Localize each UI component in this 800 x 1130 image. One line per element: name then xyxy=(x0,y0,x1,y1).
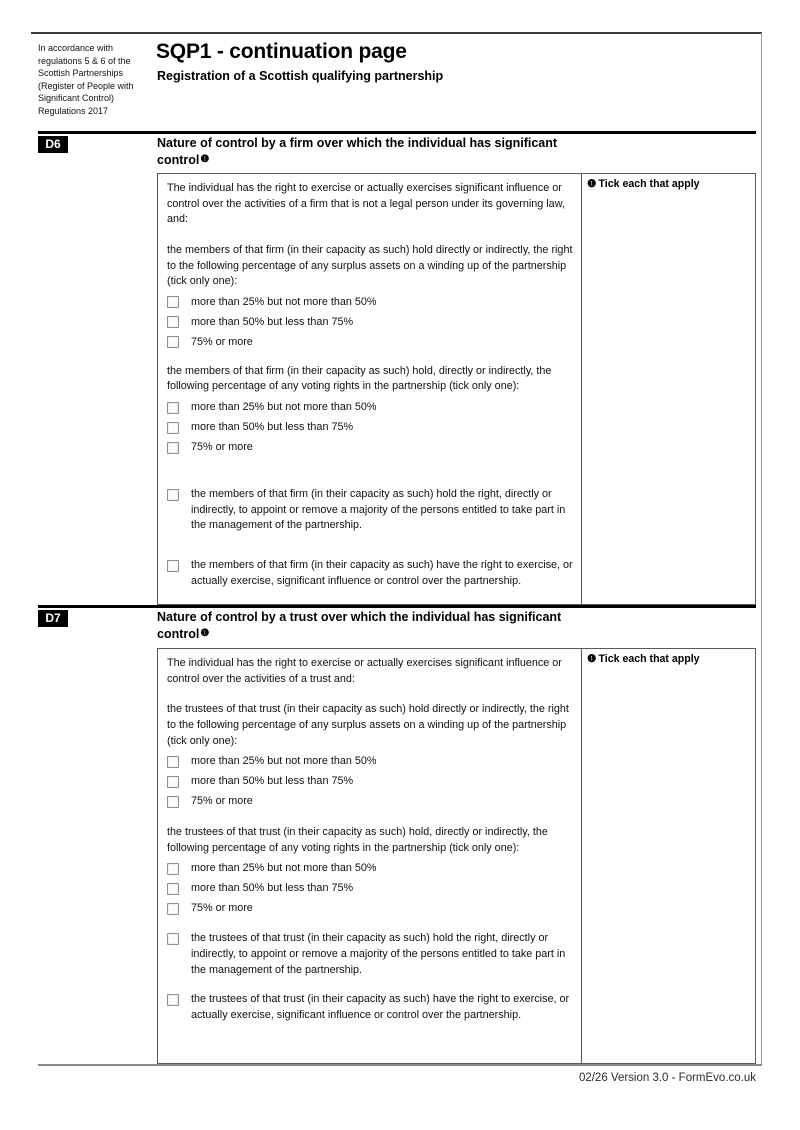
section-divider xyxy=(38,131,756,134)
tick-instruction-box xyxy=(581,173,756,605)
footer-rule xyxy=(38,1064,762,1066)
group-lead: the members of that firm (in their capacity as such) hold directly or indirectly, the right to the following percentage of any surplus assets on a winding up of the partnership (tick only one): xyxy=(167,243,573,288)
option-label: 75% or more xyxy=(191,902,253,915)
section-badge: D6 xyxy=(38,136,68,153)
checkbox[interactable] xyxy=(167,442,179,454)
checkbox[interactable] xyxy=(167,994,179,1006)
section-title xyxy=(157,135,587,170)
intro-text: The individual has the right to exercise or actually exercises significant influence or control over the activities of a firm that is not a legal person under its governing law, and: xyxy=(167,182,565,226)
tick-instruction-box xyxy=(581,648,756,1064)
option-row xyxy=(167,752,575,771)
checkbox[interactable] xyxy=(167,296,179,308)
option-row xyxy=(167,899,575,918)
checkbox[interactable] xyxy=(167,489,179,501)
info-1-icon: ❶ xyxy=(587,653,597,665)
info-1-icon: ❶ xyxy=(200,154,210,166)
statement-row xyxy=(167,558,575,589)
checkbox[interactable] xyxy=(167,316,179,328)
section-badge: D7 xyxy=(38,610,68,627)
checkbox[interactable] xyxy=(167,756,179,768)
form-title: SQP1 - continuation page xyxy=(156,40,407,63)
option-label: more than 50% but less than 75% xyxy=(191,420,354,433)
option-label: 75% or more xyxy=(191,794,253,807)
statement-text: the members of that firm (in their capacity as such) have the right to exercise, or actually exercise, significant influence or control over the partnership. xyxy=(191,559,573,587)
option-row xyxy=(167,859,575,878)
option-label: 75% or more xyxy=(191,440,253,453)
footer-note: 02/26 Version 3.0 - FormEvo.co.uk xyxy=(578,1072,756,1084)
option-label: more than 25% but not more than 50% xyxy=(191,295,377,308)
option-row xyxy=(167,313,575,332)
regulation-note: In accordance with regulations 5 & 6 of the Scottish Partnerships (Register of People with Significant Control) Regulations 2017 xyxy=(38,43,134,116)
statement-row xyxy=(167,487,575,534)
statement-text: the trustees of that trust (in their capacity as such) hold the right, directly or indirectly, to appoint or remove a majority of the persons entitled to take part in the management of the partnership. xyxy=(191,932,566,976)
info-1-icon: ❶ xyxy=(587,178,597,190)
group-lead: the trustees of that trust (in their capacity as such) hold directly or indirectly, the right to the following percentage of any surplus assets on a winding up of the partnership (tick only one): xyxy=(167,703,569,747)
form-subtitle: Registration of a Scottish qualifying partnership xyxy=(157,69,444,83)
checkbox[interactable] xyxy=(167,336,179,348)
group-lead: the members of that firm (in their capacity as such) hold, directly or indirectly, the following percentage of any voting rights in the partnership (tick only one): xyxy=(167,364,552,393)
section-divider xyxy=(38,605,756,608)
checkbox[interactable] xyxy=(167,776,179,788)
option-row xyxy=(167,398,575,417)
checkbox[interactable] xyxy=(167,863,179,875)
section-title-text: Nature of control by a firm over which the individual has significant control xyxy=(157,136,558,168)
option-row xyxy=(167,333,575,352)
checkbox[interactable] xyxy=(167,903,179,915)
option-label: more than 50% but less than 75% xyxy=(191,774,354,787)
info-1-icon: ❶ xyxy=(200,628,210,640)
option-row xyxy=(167,418,575,437)
group-lead: the trustees of that trust (in their capacity as such) hold, directly or indirectly, the following percentage of any voting rights in the partnership (tick only one): xyxy=(167,826,548,854)
tick-instruction: Tick each that apply xyxy=(598,653,700,665)
option-row xyxy=(167,438,575,457)
page-right-rule xyxy=(761,33,762,1065)
option-label: more than 25% but not more than 50% xyxy=(191,400,377,413)
option-row xyxy=(167,792,575,811)
checkbox[interactable] xyxy=(167,883,179,895)
control-options-box xyxy=(157,173,581,605)
option-label: more than 50% but less than 75% xyxy=(191,882,354,895)
statement-row xyxy=(167,992,575,1023)
option-label: more than 50% but less than 75% xyxy=(191,315,354,328)
section-title xyxy=(157,609,587,644)
option-row xyxy=(167,293,575,312)
option-label: more than 25% but not more than 50% xyxy=(191,754,377,767)
statement-text: the members of that firm (in their capacity as such) hold the right, directly or indirectly, to appoint or remove a majority of the persons entitled to take part in the management of the partnership. xyxy=(191,488,566,532)
checkbox[interactable] xyxy=(167,796,179,808)
intro-text: The individual has the right to exercise or actually exercises significant influence or control over the activities of a trust and: xyxy=(167,657,562,685)
statement-text: the trustees of that trust (in their capacity as such) have the right to exercise, or actually exercise, significant influence or control over the partnership. xyxy=(191,993,570,1022)
control-options-box xyxy=(157,648,581,1064)
option-label: more than 25% but not more than 50% xyxy=(191,862,377,875)
option-row xyxy=(167,879,575,898)
checkbox[interactable] xyxy=(167,933,179,945)
section-title-text: Nature of control by a trust over which the individual has significant control xyxy=(157,610,562,642)
header-rule xyxy=(31,32,762,34)
option-label: 75% or more xyxy=(191,335,253,348)
tick-instruction: Tick each that apply xyxy=(598,178,700,190)
checkbox[interactable] xyxy=(167,422,179,434)
checkbox[interactable] xyxy=(167,560,179,572)
statement-row xyxy=(167,931,575,978)
checkbox[interactable] xyxy=(167,402,179,414)
option-row xyxy=(167,772,575,791)
